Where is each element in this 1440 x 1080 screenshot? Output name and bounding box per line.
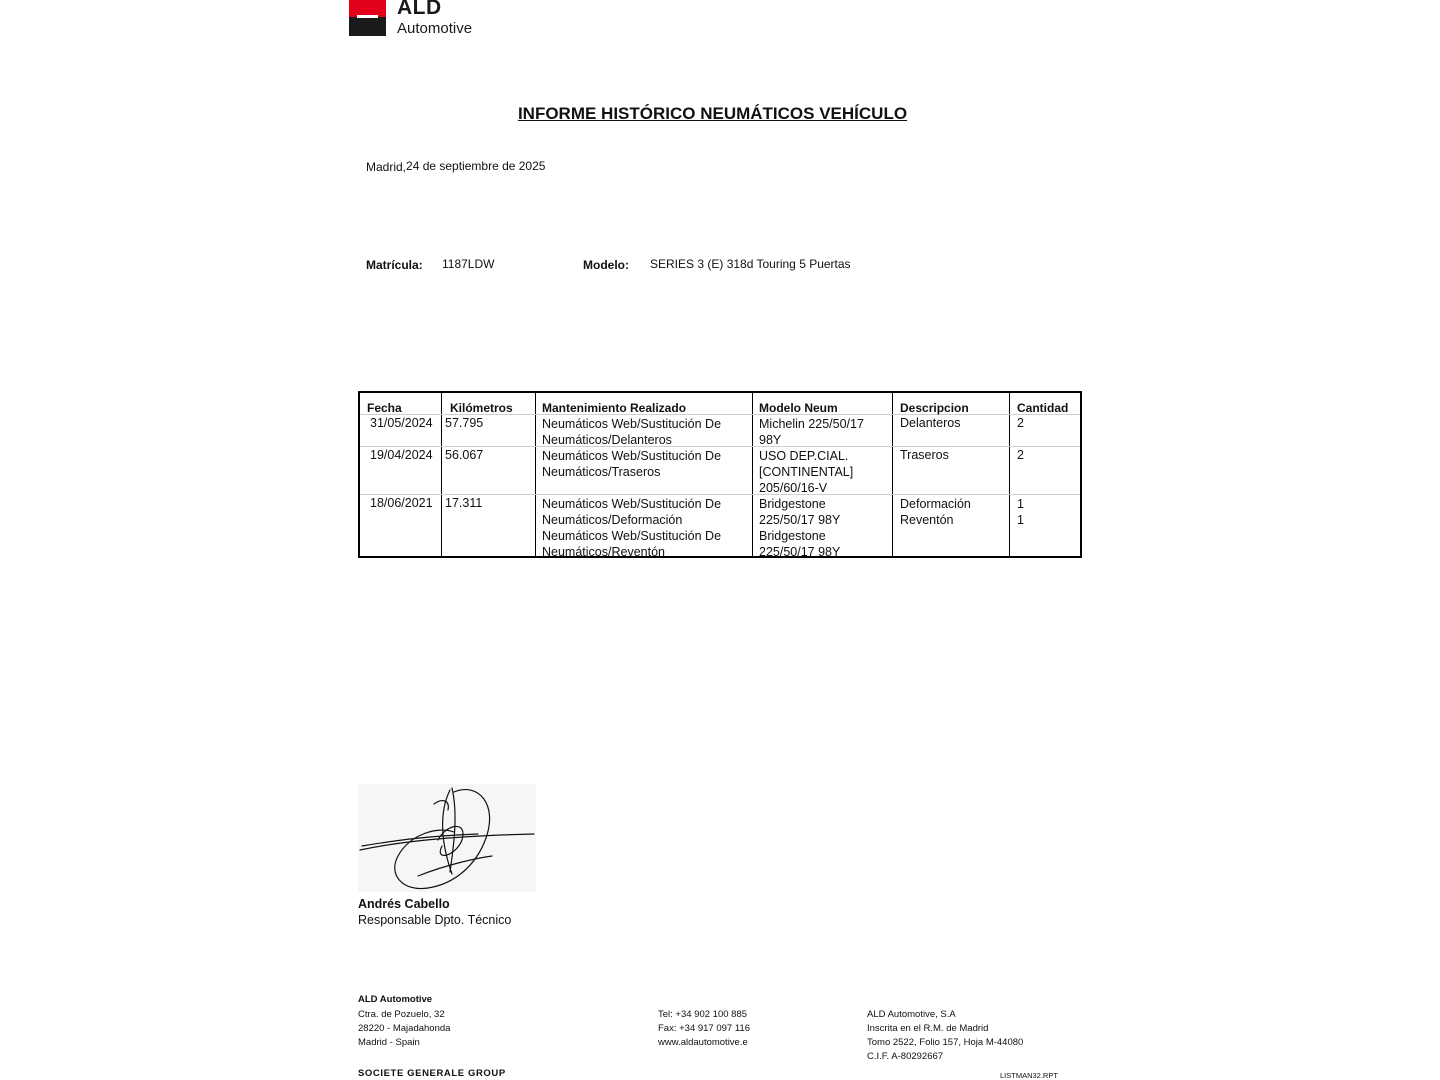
place: Madrid, <box>366 160 407 174</box>
table-row-2-descripcion: Traseros <box>900 448 949 462</box>
header-mantenimiento: Mantenimiento Realizado <box>542 401 687 415</box>
table-row-2-mantenimiento: Neumáticos Web/Sustitución De Neumáticos/Traseros <box>542 449 722 479</box>
table-row-3-mantenimiento: Neumáticos Web/Sustitución De Neumáticos/Deformación Neumáticos Web/Sustitución De Neumáticos/Reventón <box>542 497 722 559</box>
signer-name: Andrés Cabello <box>358 897 450 911</box>
model-value: SERIES 3 (E) 318d Touring 5 Puertas <box>650 257 851 271</box>
plate-label: Matrícula: <box>366 258 423 272</box>
table-row-2-cantidad: 2 <box>1017 448 1024 462</box>
header-fecha: Fecha <box>367 401 402 415</box>
table-row-3-fecha: 18/06/2021 <box>370 496 433 510</box>
table-row-2-modelo: USO DEP.CIAL. [CONTINENTAL] 205/60/16-V <box>759 449 854 495</box>
table-row-3-km: 17.311 <box>445 496 483 510</box>
plate-value: 1187LDW <box>442 257 495 271</box>
tire-history-table <box>358 391 1082 558</box>
table-row-1-modelo: Michelin 225/50/17 98Y <box>759 417 864 447</box>
table-row-1-fecha: 31/05/2024 <box>370 416 433 430</box>
table-row-1-cantidad: 2 <box>1017 416 1024 430</box>
table-row-1-mantenimiento: Neumáticos Web/Sustitución De Neumáticos/Delanteros <box>542 417 722 447</box>
header-modelo-neum: Modelo Neum <box>759 401 838 415</box>
issue-date: 24 de septiembre de 2025 <box>406 159 546 173</box>
table-row-2-km: 56.067 <box>445 448 484 462</box>
report-code: LISTMAN32.RPT <box>1000 1071 1058 1080</box>
logo-text-line1: ALD <box>397 0 442 19</box>
header-kilometros: Kilómetros <box>450 401 513 415</box>
footer-company: ALD Automotive <box>358 994 433 1005</box>
footer-contact: Tel: +34 902 100 885 Fax: +34 917 097 116 www.aldautomotive.e <box>658 1009 750 1048</box>
signer-role: Responsable Dpto. Técnico <box>358 913 512 927</box>
footer-website-link[interactable]: www.aldautomotive.e <box>658 1037 748 1048</box>
table-row-3-modelo: Bridgestone 225/50/17 98Y Bridgestone 225/50/17 98Y <box>759 497 841 559</box>
table-row-1-km: 57.795 <box>445 416 484 430</box>
logo-mark-icon <box>349 0 386 36</box>
model-label: Modelo: <box>583 258 629 272</box>
place-date <box>366 160 545 174</box>
table-row-2-fecha: 19/04/2024 <box>370 448 433 462</box>
footer-address: Ctra. de Pozuelo, 32 28220 - Majadahonda Madrid - Spain <box>358 1009 451 1048</box>
document-title: INFORME HISTÓRICO NEUMÁTICOS VEHÍCULO <box>517 104 908 123</box>
company-logo <box>349 0 489 36</box>
footer-legal: ALD Automotive, S.A Inscrita en el R.M. de Madrid Tomo 2522, Folio 157, Hoja M-44080 C.I.F. A-80292667 <box>867 1009 1024 1062</box>
table-row-3-cantidad: 1 1 <box>1017 497 1024 527</box>
table-row-1-descripcion: Delanteros <box>900 416 961 430</box>
signature-image <box>358 784 536 892</box>
footer-group-name: SOCIETE GENERALE GROUP <box>358 1068 506 1079</box>
logo-text-line2: Automotive <box>397 20 473 37</box>
table-row-3-descripcion: Deformación Reventón <box>900 497 971 527</box>
header-cantidad: Cantidad <box>1017 401 1069 415</box>
header-descripcion: Descripcion <box>900 401 969 415</box>
